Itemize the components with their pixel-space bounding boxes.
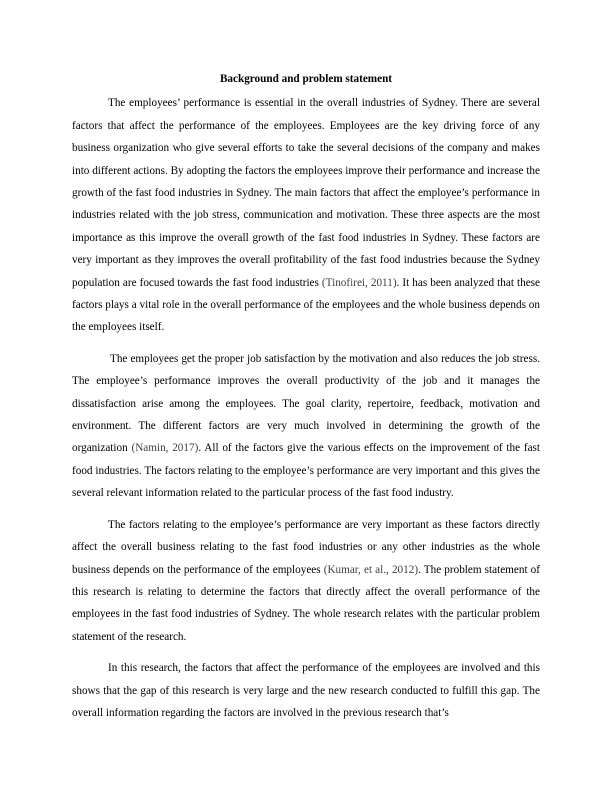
citation: (Kumar, et al., 2012) (323, 563, 419, 576)
paragraph-3 (72, 514, 540, 648)
paragraph-text: The employees’ performance is essential in the overall industries of Sydney. There are several factors that affect the performance of the employees. Employees are the key driving force of any business organization who give several efforts to take the several decisions of the company and makes into different actions. By adopting the factors the employees improve their performance and increase the growth of the fast food industries in Sydney. The main factors that affect the employee’s performance in industries related with the job stress, communication and motivation. These three aspects are the most importance as this improve the overall growth of the fast food industries in Sydney. These factors are very important as they improves the overall profitability of the fast food industries because the Sydney population are focused towards the fast food industries (72, 97, 540, 289)
paragraph-text: The factors relating to the employee’s performance are very important as these factors directly affect the overall business relating to the fast food industries or any other industries as the whole business depends on the performance of the employees (72, 518, 540, 576)
paragraph-text: The employees get the proper job satisfaction by the motivation and also reduces the job stress. The employee’s performance improves the overall productivity of the job and it manages the dissatisfaction arise among the employees. The goal clarity, repertoire, feedback, motivation and environment. The different factors are very much involved in determining the growth of the organization (72, 352, 540, 455)
document-body (72, 70, 540, 733)
paragraph-text: In this research, the factors that affect the performance of the employees are involved and this shows that the gap of this research is very large and the new research conducted to fulfill this gap. The overall information regarding the factors are involved in the previous research that’s (72, 662, 540, 719)
paragraph-text: . It has been analyzed that these factors plays a vital role in the overall performance of the employees and the whole business depends on the employees itself. (72, 276, 540, 334)
paragraph-4 (72, 657, 540, 724)
paragraph-1 (72, 92, 540, 338)
section-heading: Background and problem statement (219, 73, 393, 85)
citation: (Namin, 2017) (131, 442, 199, 455)
paragraph-2 (72, 348, 540, 505)
citation: (Tinofirei, 2011) (321, 276, 397, 289)
paragraph-text: . The problem statement of this research is relating to determine the factors that directly affect the overall performance of the employees in the fast food industries of Sydney. The whole research relates with the particular problem statement of the research. (72, 563, 540, 643)
paragraph-text: . All of the factors give the various effects on the improvement of the fast food industries. The factors relating to the employee’s performance are very important and this gives the several relevant information related to the particular process of the fast food industry. (72, 442, 540, 500)
